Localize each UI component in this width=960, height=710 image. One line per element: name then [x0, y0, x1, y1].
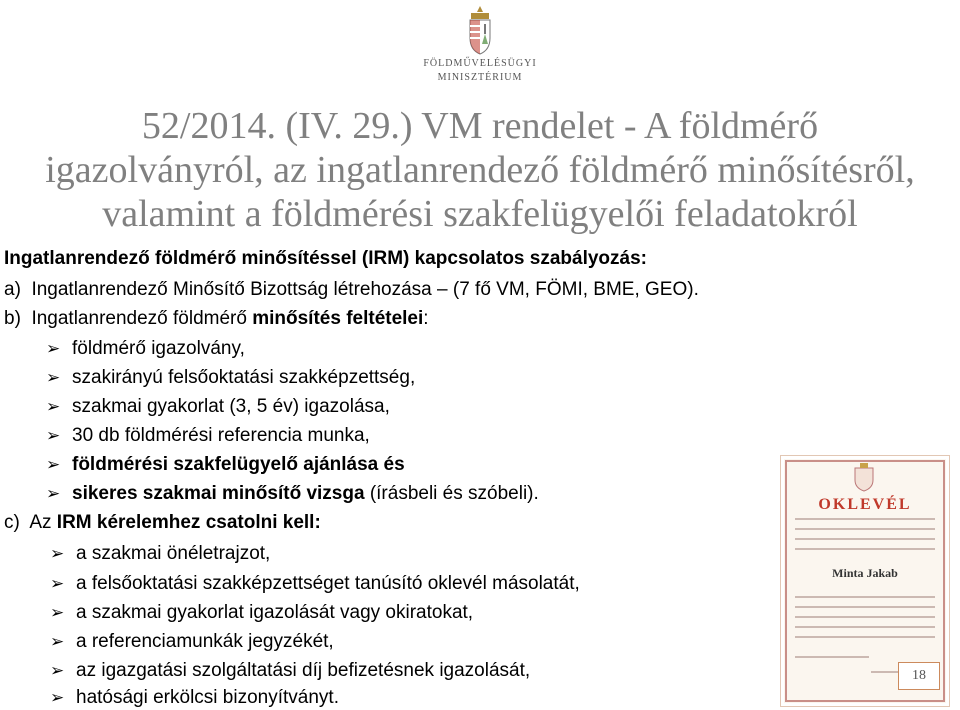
list-item: ➢ az igazgatási szolgáltatási díj befizetésnek igazolását, [50, 660, 531, 681]
arrow-bullet-icon: ➢ [50, 544, 65, 563]
arrow-bullet-icon: ➢ [46, 397, 61, 416]
diploma-text-line [795, 518, 935, 520]
list-item: ➢ 30 db földmérési referencia munka, [46, 425, 370, 446]
section-b-prefix: b) Ingatlanrendező földmérő [4, 308, 253, 329]
arrow-bullet-icon: ➢ [46, 484, 61, 503]
section-b-heading [4, 307, 429, 331]
list-item: ➢ földmérési szakfelügyelő ajánlása és [46, 454, 405, 475]
section-b-suffix: : [423, 308, 429, 329]
arrow-bullet-icon: ➢ [50, 661, 65, 680]
diploma-text-line [795, 656, 869, 658]
section-heading: Ingatlanrendező földmérő minősítéssel (IRM) kapcsolatos szabályozás: [4, 248, 647, 269]
page-title [0, 104, 960, 236]
ministry-logo [420, 4, 540, 92]
page-number: 18 [898, 662, 940, 690]
list-item: ➢ a szakmai önéletrajzot, [50, 543, 271, 564]
list-item: ➢ szakmai gyakorlat (3, 5 év) igazolása, [46, 396, 390, 417]
diploma-text-line [795, 538, 935, 540]
logo-line-1: FÖLDMŰVELÉSÜGYI [423, 58, 537, 69]
diploma-text-line [795, 636, 935, 638]
diploma-text-line [795, 626, 935, 628]
title-line-2: igazolványról, az ingatlanrendező földmérő minősítésről, [45, 149, 915, 191]
list-item: ➢ hatósági erkölcsi bizonyítványt. [50, 687, 339, 708]
arrow-bullet-icon: ➢ [46, 339, 61, 358]
section-c-bold: IRM kérelemhez csatolni kell: [56, 512, 321, 533]
arrow-bullet-icon: ➢ [46, 426, 61, 445]
diploma-text-line [795, 606, 935, 608]
section-b-bold: minősítés feltételei [252, 308, 424, 329]
list-item: ➢ a felsőoktatási szakképzettséget tanúsító oklevél másolatát, [50, 573, 580, 594]
diploma-text-line [795, 596, 935, 598]
arrow-bullet-icon: ➢ [50, 603, 65, 622]
list-item: ➢ a referenciamunkák jegyzékét, [50, 631, 334, 652]
section-c-prefix: c) Az [4, 512, 57, 533]
arrow-bullet-icon: ➢ [46, 455, 61, 474]
arrow-bullet-icon: ➢ [50, 574, 65, 593]
diploma-crest-icon [851, 462, 877, 492]
diploma-text-line [795, 616, 935, 618]
arrow-bullet-icon: ➢ [50, 688, 65, 707]
section-c-heading [4, 511, 321, 535]
list-item: ➢ sikeres szakmai minősítő vizsga (írásbeli és szóbeli). [46, 483, 539, 504]
diploma-text-line [795, 528, 935, 530]
title-line-1: 52/2014. (IV. 29.) VM rendelet - A földmérő [141, 105, 819, 147]
list-item: ➢ földmérő igazolvány, [46, 338, 245, 359]
diploma-name: Minta Jakab [832, 566, 898, 580]
arrow-bullet-icon: ➢ [50, 632, 65, 651]
logo-line-2: MINISZTÉRIUM [437, 72, 523, 83]
diploma-text-line [795, 548, 935, 550]
title-line-3: valamint a földmérési szakfelügyelői feladatokról [102, 193, 858, 235]
arrow-bullet-icon: ➢ [46, 368, 61, 387]
list-item: ➢ a szakmai gyakorlat igazolását vagy okiratokat, [50, 602, 474, 623]
crest-icon [465, 4, 495, 56]
diploma-title: OKLEVÉL [818, 496, 912, 513]
list-item: ➢ szakirányú felsőoktatási szakképzettség, [46, 367, 416, 388]
section-a: a) Ingatlanrendező Minősítő Bizottság létrehozása – (7 fő VM, FÖMI, BME, GEO). [4, 279, 699, 300]
